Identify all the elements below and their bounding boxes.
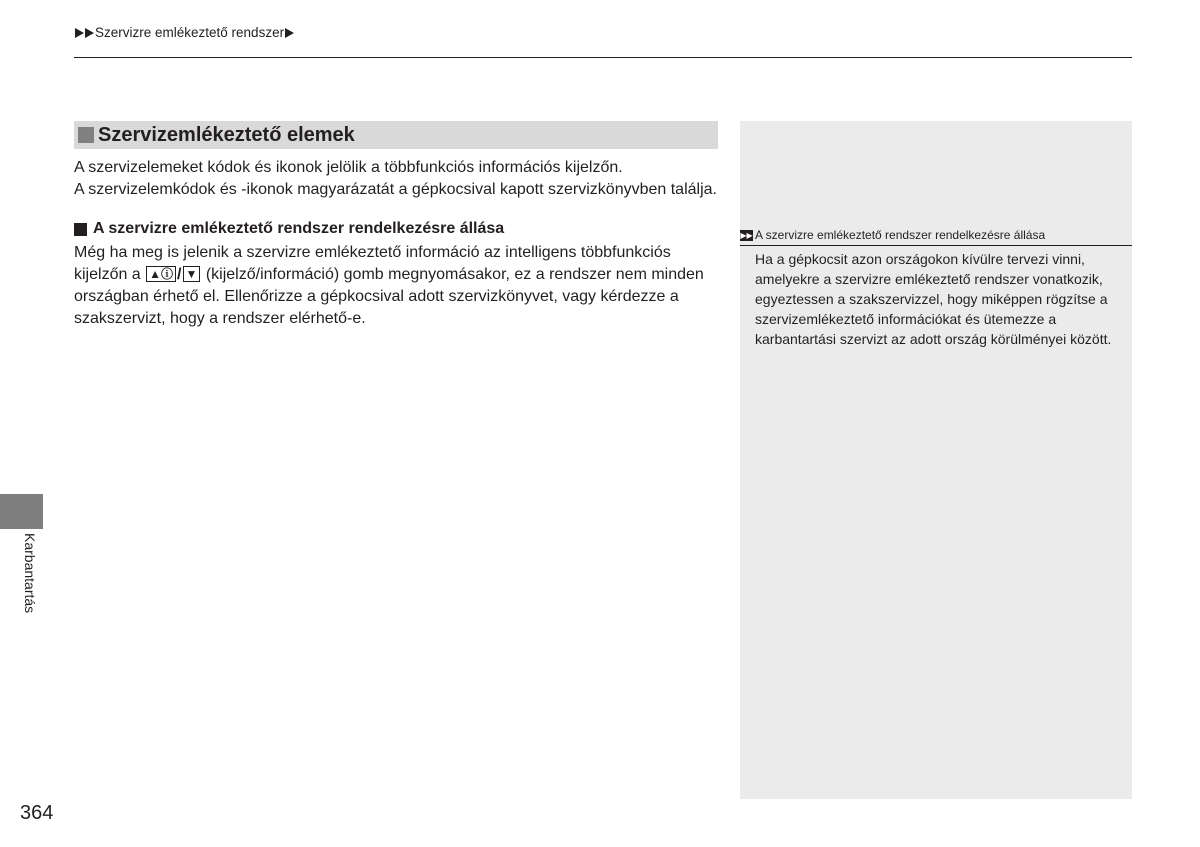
chapter-tab bbox=[0, 494, 43, 529]
section-heading bbox=[74, 121, 718, 149]
body-line: Még ha meg is jelenik a szervizre emlékeztető információ az intelligens többfunkciós bbox=[74, 244, 671, 261]
header-rule bbox=[74, 57, 1132, 58]
intro-line: A szervizelemeket kódok és ikonok jelölik a többfunkciós információs kijelzőn. bbox=[74, 159, 623, 176]
sidebar-line: Ha a gépkocsit azon országokon kívülre tervezi vinni, bbox=[755, 251, 1085, 267]
sidebar-line: amelyekre a szervizre emlékeztető rendszer vonatkozik, bbox=[755, 271, 1103, 287]
arrow-icon bbox=[85, 28, 94, 38]
arrow-icon bbox=[285, 28, 294, 38]
body-line bbox=[74, 264, 724, 286]
subsection-title: A szervizre emlékeztető rendszer rendelkezésre állása bbox=[93, 220, 505, 237]
intro-paragraph bbox=[74, 157, 734, 201]
breadcrumb-text: Szervizre emlékeztető rendszer bbox=[95, 25, 285, 40]
body-text-segment: kijelzőn a bbox=[74, 266, 146, 283]
page-number: 364 bbox=[20, 802, 54, 824]
sidebar-line: egyeztessen a szakszervizzel, hogy miképpen rögzítse a bbox=[755, 291, 1108, 307]
body-line: országban érhető el. Ellenőrizze a gépkocsival adott szervizkönyvet, vagy kérdezze a bbox=[74, 288, 679, 305]
section-title: Szervizemlékeztető elemek bbox=[98, 123, 355, 146]
sidebar-heading-text: A szervizre emlékeztető rendszer rendelkezésre állása bbox=[755, 228, 1046, 242]
sidebar-body bbox=[755, 249, 1125, 349]
square-bullet-icon bbox=[74, 223, 87, 236]
display-info-key-icon: ▲ⓘ bbox=[146, 266, 176, 282]
body-text-segment: (kijelző/információ) gomb megnyomásakor, ez a rendszer nem minden bbox=[201, 266, 704, 283]
body-line: szakszervizt, hogy a rendszer elérhető-e. bbox=[74, 310, 366, 327]
subsection-heading bbox=[74, 220, 504, 238]
reference-marker-icon: ▶▶ bbox=[740, 230, 753, 240]
subsection-body bbox=[74, 242, 724, 330]
breadcrumb bbox=[75, 25, 295, 40]
slash-separator: / bbox=[177, 266, 182, 283]
arrow-icon bbox=[75, 28, 84, 38]
down-key-icon: ▼ bbox=[183, 266, 201, 282]
square-bullet-icon bbox=[78, 127, 94, 143]
intro-line: A szervizelemkódok és -ikonok magyarázatát a gépkocsival kapott szervizkönyvben találja. bbox=[74, 181, 717, 198]
chapter-tab-label: Karbantartás bbox=[22, 533, 38, 614]
sidebar-heading bbox=[740, 225, 1132, 246]
sidebar-line: karbantartási szervizt az adott ország körülményei között. bbox=[755, 331, 1112, 347]
sidebar-line: szervizemlékeztető információkat és ütemezze a bbox=[755, 311, 1057, 327]
sidebar-panel bbox=[740, 121, 1132, 799]
